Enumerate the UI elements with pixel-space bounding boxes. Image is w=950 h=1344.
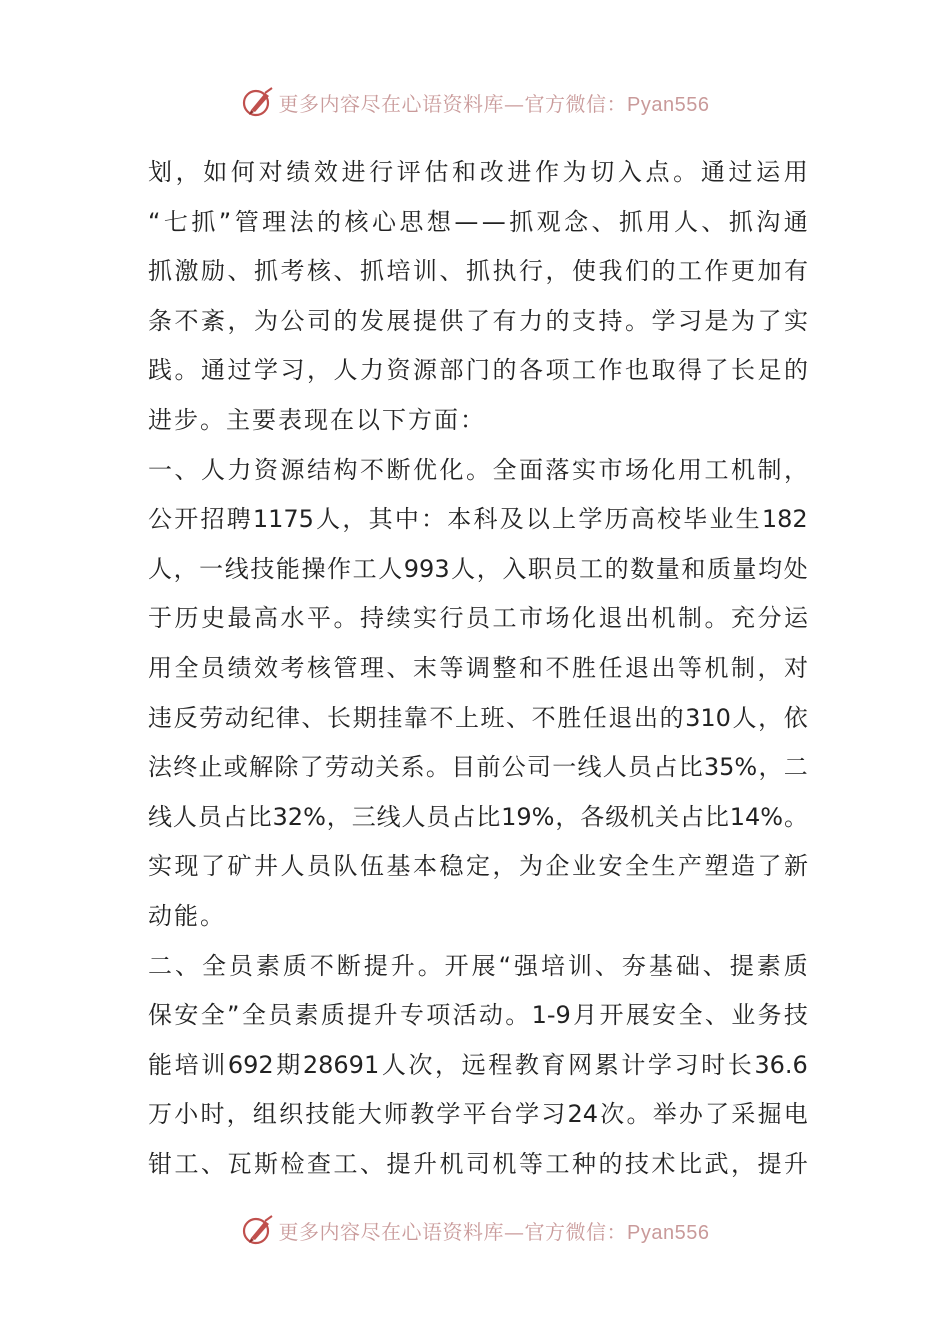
footer-wechat-id: Pyan556 [627,1221,710,1244]
body-line: 钳 工 、 瓦 斯 检 查 工 、 提 升 机 司 机 等 工 种 的 技 术 比 武 ， 提 升 [148,1149,808,1178]
body-line: 一 、 人 力 资 源 结 构 不 断 优 化 。 全 面 落 实 市 场 化 用 工 机 制 ， [148,455,808,484]
body-line: 进步。主要表现在以下方面： [148,405,486,434]
body-line: 二 、 全 员 素 质 不 断 提 升 。 开 展 “ 强 培 训 、 夯 基 础 、 提 素 质 [148,951,808,980]
document-body [148,148,808,1189]
body-line: 用 全 员 绩 效 考 核 管 理 、 末 等 调 整 和 不 胜 任 退 出 等 机 制 ， 对 [148,653,808,682]
body-line: 践 。 通 过 学 习 ， 人 力 资 源 部 门 的 各 项 工 作 也 取 得 了 长 足 的 [148,356,808,385]
header-wechat-id: Pyan556 [627,93,710,116]
header-banner [0,82,950,122]
body-line: 线 人 员 占 比 32% ， 三 线 人 员 占 比 19% ， 各 级 机 关 占 比 14% 。 [148,802,808,831]
body-line: 人 ， 一 线 技 能 操 作 工 人 993 人 ， 入 职 员 工 的 数 量 和 质 量 均 处 [148,554,808,583]
body-line: 划 ， 如 何 对 绩 效 进 行 评 估 和 改 进 作 为 切 入 点 。 通 过 运 用 [148,158,808,186]
body-line: 万 小 时 ， 组 织 技 能 大 师 教 学 平 台 学 习 24 次 。 举 办 了 采 掘 电 [148,1100,808,1129]
body-line: 能 培 训 692 期 28691 人 次 ， 远 程 教 育 网 累 计 学 习 时 长 36.6 [148,1050,808,1079]
body-line: 于 历 史 最 高 水 平 。 持 续 实 行 员 工 市 场 化 退 出 机 制 。 充 分 运 [148,604,808,633]
pen-nib-circle-icon [241,1213,275,1247]
body-line: 条 不 紊 ， 为 公 司 的 发 展 提 供 了 有 力 的 支 持 。 学 习 是 为 了 实 [148,306,808,335]
footer-banner-text [279,1216,710,1245]
body-line: “ 七 抓 ” 管 理 法 的 核 心 思 想 — — 抓 观 念 、 抓 用 人 、 抓 沟 通 [148,207,808,236]
body-line: 公 开 招 聘 1175 人 ， 其 中 ： 本 科 及 以 上 学 历 高 校 毕 业 生 182 [148,505,808,534]
header-banner-text [279,88,710,117]
body-line: 实 现 了 矿 井 人 员 队 伍 基 本 稳 定 ， 为 企 业 安 全 生 产 塑 造 了 新 [148,852,808,881]
body-line: 保 安 全 ” 全 员 素 质 提 升 专 项 活 动 。 1-9 月 开 展 安 全 、 业 务 技 [148,1001,808,1030]
body-line: 法 终 止 或 解 除 了 劳 动 关 系 。 目 前 公 司 一 线 人 员 占 比 35% ， 二 [148,753,808,782]
header-banner-label: 更多内容尽在心语资料库—官方微信： [278,91,628,116]
footer-banner-label: 更多内容尽在心语资料库—官方微信： [278,1219,628,1244]
footer-banner [0,1210,950,1250]
body-line: 抓 激 励 、 抓 考 核 、 抓 培 训 、 抓 执 行 ， 使 我 们 的 工 作 更 加 有 [148,257,808,286]
body-line: 动能。 [148,901,226,930]
body-line: 违 反 劳 动 纪 律 、 长 期 挂 靠 不 上 班 、 不 胜 任 退 出 的 310 人 ， 依 [148,703,808,732]
pen-nib-circle-icon [241,85,275,119]
